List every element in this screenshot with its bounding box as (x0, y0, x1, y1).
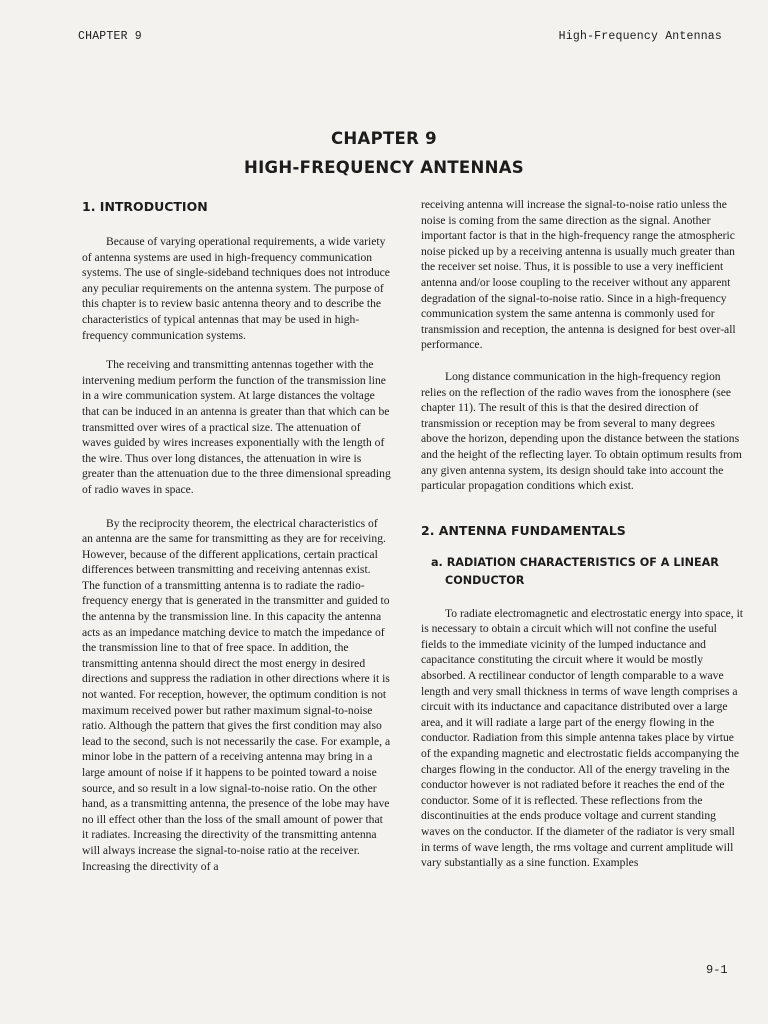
left-column (82, 198, 391, 874)
paragraph: To radiate electromagnetic and electrostatic energy into space, it is necessary to obtain a circuit which will not confine the useful fields to the immediate vicinity of the lumped inductance and capacitance constituting the circuit where it would be mostly absorbed. A rectilinear conductor of length comparable to a wave length and very small thickness in terms of wave length comprises a circuit with its inductance and capacitance distributed over a large area, and it will radiate a large part of the energy flowing in the conductor. Radiation from this simple antenna takes place by virtue of the expanding magnetic and electrostatic fields accompanying the charges flowing in the conductor. All of the energy traveling in the conductor however is not radiated before it reaches the end of the conductor. Some of it is reflected. These reflections from the discontinuities at the ends produce voltage and current standing waves on the conductor. If the diameter of the radiator is very small in terms of wave length, the rms voltage and current amplitude will vary substantially as a sine function. Examples (421, 606, 744, 870)
paragraph: By the reciprocity theorem, the electrical characteristics of an antenna are the same for transmitting as they are for receiving. However, because of the different applications, certain practical differences between transmitting and receiving antennas exist. The function of a transmitting antenna is to radiate the radio-frequency energy that is generated in the transmitter and guided to the antenna by the transmission line. In this capacity the antenna acts as an impedance matching device to match the impedance of the transmission line to that of free space. In addition, the transmitting antenna should direct the most energy in desired directions and suppress the radiation in other directions where it is not wanted. For reception, however, the optimum condition is not maximum received power but rather maximum signal-to-noise ratio. Although the pattern that gives the first condition may also lead to the second, such is not necessarily the case. For example, a minor lobe in the pattern of a receiving antenna may bring in a large amount of noise if it happens to be pointed toward a noise source, and so result in a low signal-to-noise ratio. On the other hand, as a transmitting antenna, the presence of the lobe may have no ill effect other than the loss of the small amount of power that it radiates. Increasing the directivity of the transmitting antenna will always increase the signal-to-noise ratio at the receiver. Increasing the directivity of a (82, 516, 391, 873)
section-heading-introduction: 1. INTRODUCTION (82, 199, 208, 214)
paragraph-continued: receiving antenna will increase the signal-to-noise ratio unless the noise is coming from the same direction as the signal. Another important factor is that in the high-frequency range the atmospheric noise picked up by a receiving antenna is usually much greater than the receiver set noise. Thus, it is possible to use a very inefficient antenna and/or loose coupling to the receiver without any apparent degradation of the signal-to-noise ratio. Since in a high-frequency communication system the same antenna is commonly used for transmission and reception, the antenna is designed for best over-all performance. (421, 198, 736, 352)
page-number: 9-1 (706, 963, 728, 977)
right-column (421, 197, 745, 871)
chapter-title (0, 124, 768, 182)
header-topic: High-Frequency Antennas (558, 30, 722, 43)
chapter-number: CHAPTER 9 (331, 129, 437, 148)
header-chapter: CHAPTER 9 (78, 30, 142, 43)
section-heading-antenna-fundamentals: 2. ANTENNA FUNDAMENTALS (421, 522, 626, 538)
paragraph: Because of varying operational requirements, a wide variety of antenna systems are used in high-frequency communication systems. The use of single-sideband techniques does not introduce any peculiar requirements on the antenna system. The purpose of this chapter is to review basic antenna theory and to describe the characteristics of typical antennas that may be used in high-frequency communication systems. (82, 235, 390, 342)
paragraph: Long distance communication in the high-frequency region relies on the reflection of the radio waves from the ionosphere (see chapter 11). The result of this is that the desired direction of transmission or reception may be from several to many degrees above the horizon, depending upon the distance between the stations and the height of the reflecting layer. To obtain optimum results from any given antenna system, its design should take into account the particular propagation conditions which exist. (421, 369, 742, 493)
running-header (78, 30, 722, 43)
subsection-heading-radiation: a. RADIATION CHARACTERISTICS OF A LINEAR CONDUCTOR (431, 555, 719, 587)
chapter-name: HIGH-FREQUENCY ANTENNAS (244, 158, 524, 177)
paragraph: The receiving and transmitting antennas together with the intervening medium perform the function of the transmission line in a wire communication system. At large distances the voltage that can be induced in an antenna is greater than that which can be transmitted over wires of a practical size. The attenuation of waves guided by wires increases exponentially with the length of the wire. Thus over long distances, the attenuation in wire is greater than the attenuation due to the three dimensional spreading of radio waves in space. (82, 358, 391, 496)
